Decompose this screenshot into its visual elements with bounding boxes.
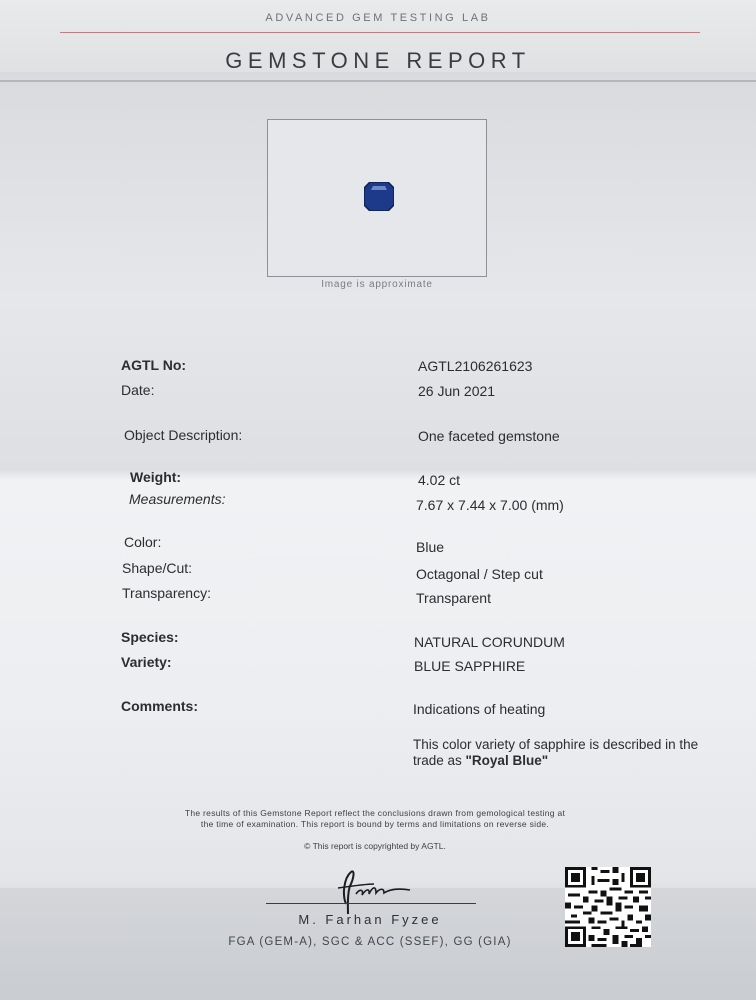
agtl-no-label: AGTL No: [121, 357, 187, 373]
title-divider [0, 80, 756, 82]
qr-code-icon [565, 867, 651, 947]
comments-value: Indications of heating [413, 701, 546, 717]
weight-label: Weight: [130, 469, 182, 485]
comment-note-text: This color variety of sapphire is described in the trade as [413, 737, 699, 768]
signer-credentials: FGA (GEM-A), SGC & ACC (SSEF), GG (GIA) [228, 936, 512, 948]
date-value: 26 Jun 2021 [418, 383, 496, 399]
color-value: Blue [416, 539, 445, 555]
header-divider [60, 32, 700, 33]
agtl-no-value: AGTL2106261623 [418, 358, 533, 374]
signer-name: M. Farhan Fyzee [298, 912, 442, 927]
comment-note-emphasis: "Royal Blue" [465, 753, 549, 768]
lab-name: ADVANCED GEM TESTING LAB [265, 12, 491, 24]
comments-label: Comments: [121, 698, 199, 714]
report-title: GEMSTONE REPORT [225, 48, 531, 73]
measurements-label: Measurements: [129, 491, 226, 507]
disclaimer-line-1: The results of this Gemstone Report reflect the conclusions drawn from gemological testing at [184, 808, 566, 818]
color-label: Color: [124, 534, 162, 550]
signature-image [318, 864, 418, 914]
variety-value: BLUE SAPPHIRE [414, 658, 526, 674]
signature-line [266, 903, 476, 904]
shape-cut-value: Octagonal / Step cut [416, 566, 543, 582]
shape-cut-label: Shape/Cut: [122, 560, 193, 576]
species-value: NATURAL CORUNDUM [414, 634, 565, 650]
date-label: Date: [121, 382, 155, 398]
copyright-notice: © This report is copyrighted by AGTL. [304, 841, 446, 851]
object-description-label: Object Description: [124, 427, 243, 443]
measurements-value: 7.67 x 7.44 x 7.00 (mm) [416, 497, 564, 513]
transparency-value: Transparent [416, 590, 491, 606]
comment-note [413, 737, 703, 769]
weight-value: 4.02 ct [418, 472, 461, 488]
transparency-label: Transparency: [122, 585, 211, 601]
disclaimer [140, 808, 610, 830]
variety-label: Variety: [121, 654, 172, 670]
object-description-value: One faceted gemstone [418, 428, 560, 444]
disclaimer-line-2: the time of examination. This report is bound by terms and limitations on reverse side. [200, 819, 550, 829]
octagonal-gem-icon [364, 182, 394, 211]
gemstone-image-frame [267, 119, 487, 277]
image-caption: Image is approximate [321, 279, 433, 290]
species-label: Species: [121, 629, 179, 645]
